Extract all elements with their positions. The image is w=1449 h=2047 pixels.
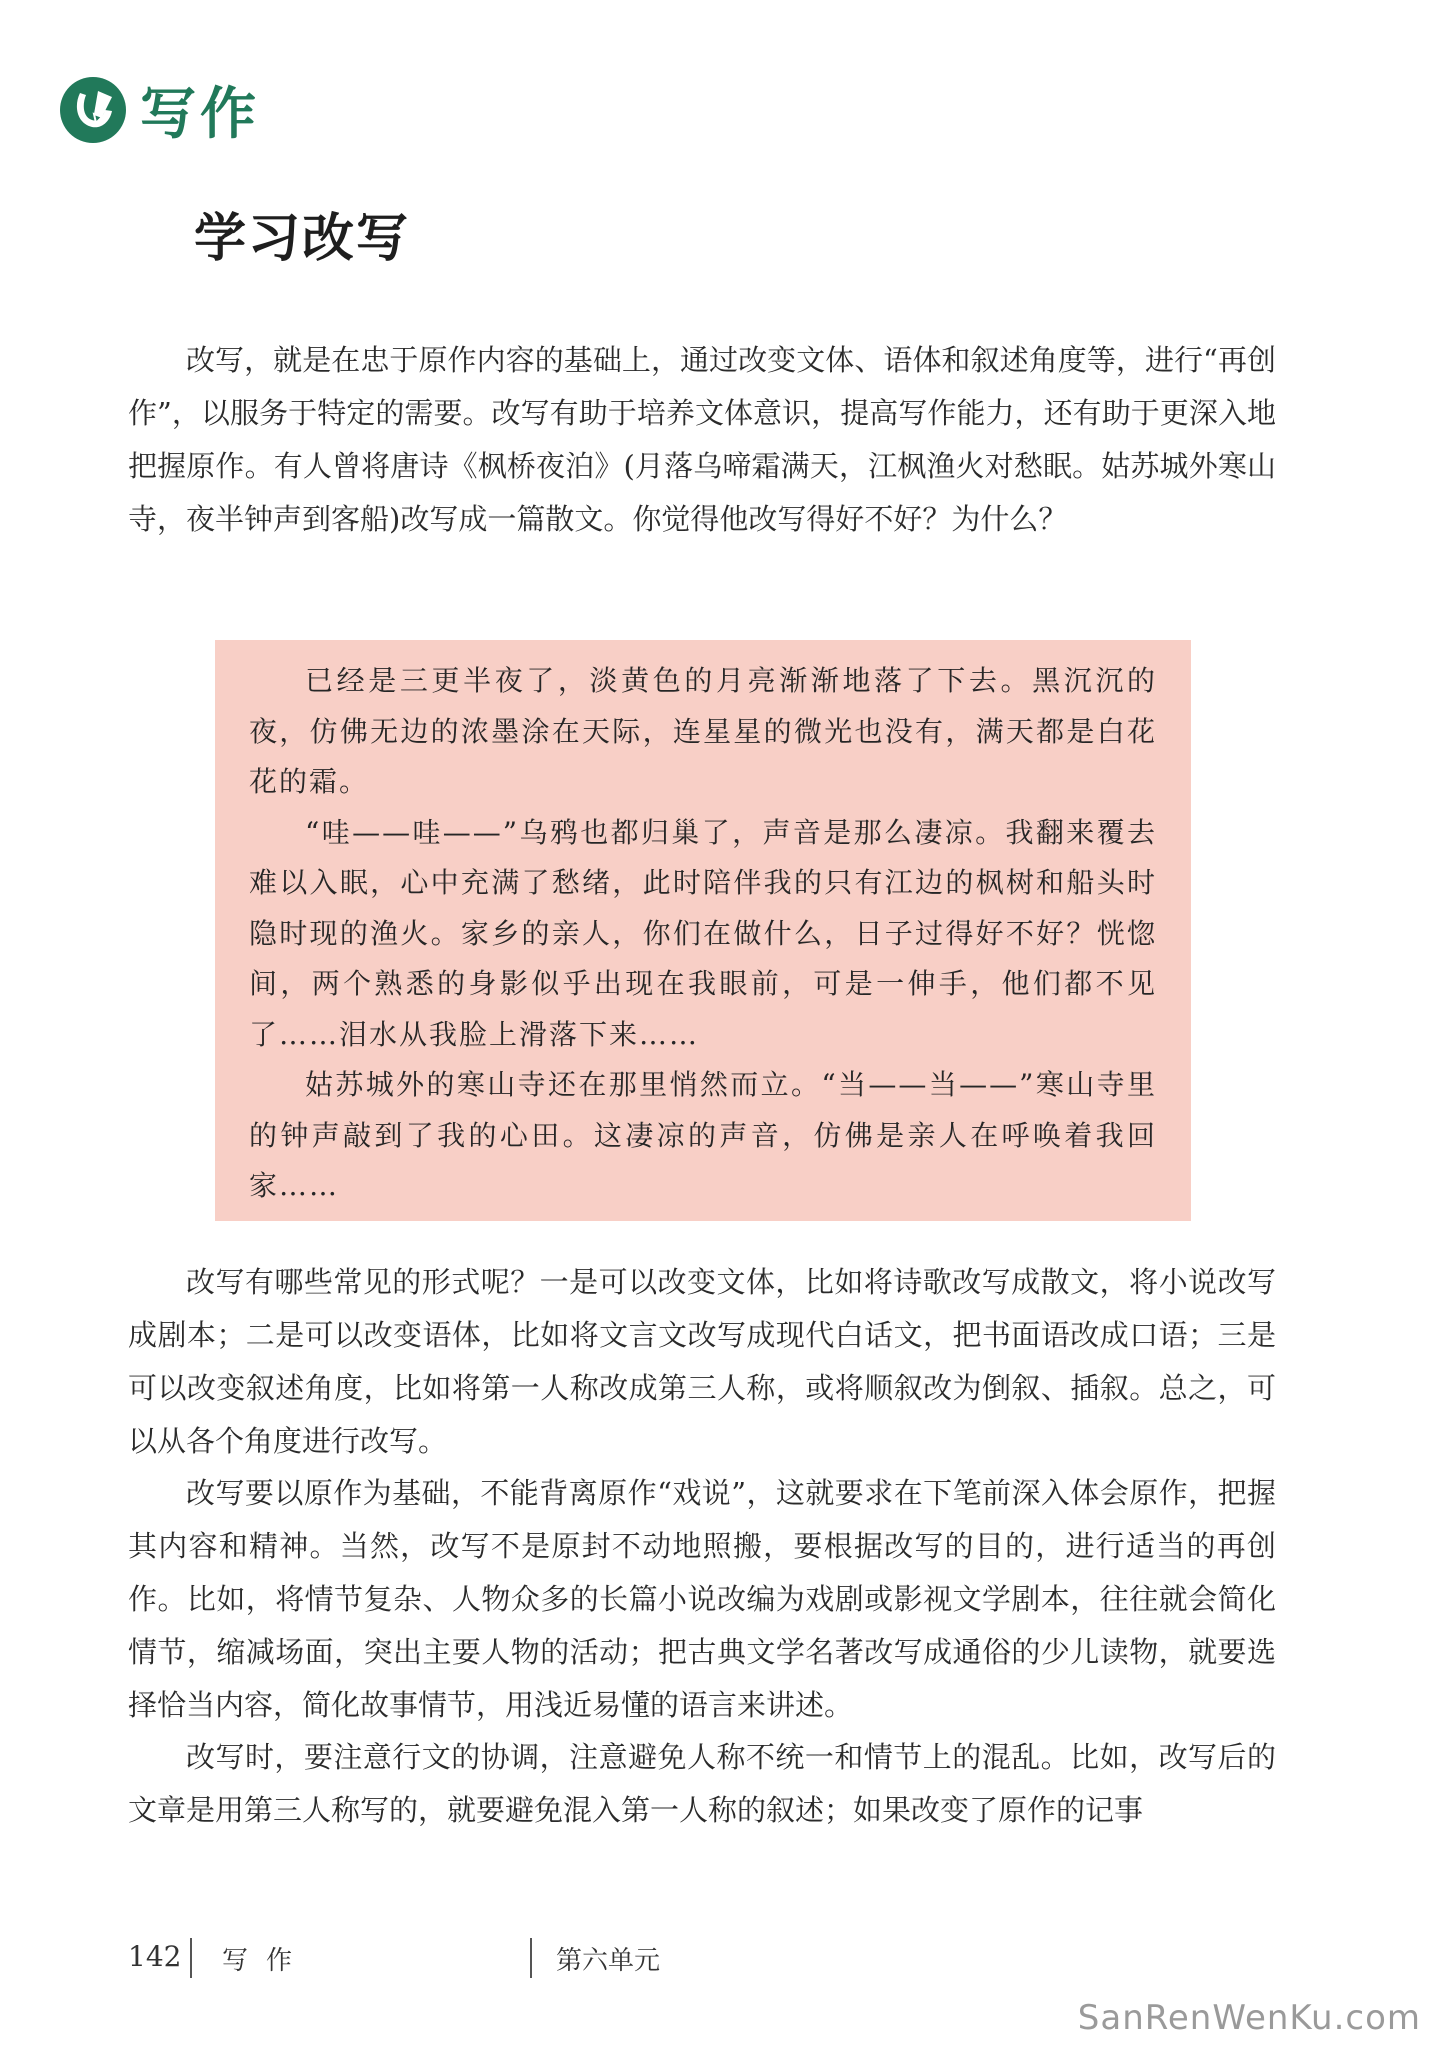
lesson-title: 学习改写 (194, 208, 411, 269)
footer-section: 写作 (222, 1946, 311, 1976)
excerpt-paragraph: 已经是三更半夜了，淡黄色的月亮渐渐地落了下去。黑沉沉的夜，仿佛无边的浓墨涂在天际，连星星的微光也没有，满天都是白花花的霜。 (249, 664, 1157, 798)
footer-unit: 第六单元 (556, 1946, 661, 1976)
excerpt-paragraph: 姑苏城外的寒山寺还在那里悄然而立。“当——当——”寒山寺里的钟声敲到了我的心田。这凄凉的声音，仿佛是亲人在呼唤着我回家…… (249, 1068, 1157, 1202)
page-footer (0, 1938, 1449, 1988)
watermark: SanRenWenKu.com (1077, 1998, 1421, 2038)
excerpt-paragraph: “哇——哇——”乌鸦也都归巢了，声音是那么凄凉。我翻来覆去难以入眠，心中充满了愁绪，此时陪伴我的只有江边的枫树和船头时隐时现的渔火。家乡的亲人，你们在做什么，日子过得好不好？恍惚间，两个熟悉的身影似乎出现在我眼前，可是一伸手，他们都不见了……泪水从我脸上滑落下来…… (249, 815, 1157, 1051)
section-header (58, 70, 260, 150)
body-paragraph: 改写时，要注意行文的协调，注意避免人称不统一和情节上的混乱。比如，改写后的文章是用第三人称写的，就要避免混入第一人称的叙述；如果改变了原作的记事 (128, 1740, 1276, 1827)
footer-divider (530, 1938, 532, 1978)
page-number: 142 (128, 1940, 182, 1973)
section-title: 写作 (140, 82, 260, 147)
body-paragraph: 改写要以原作为基础，不能背离原作“戏说”，这就要求在下笔前深入体会原作，把握其内容和精神。当然，改写不是原封不动地照搬，要根据改写的目的，进行适当的再创作。比如，将情节复杂、人物众多的长篇小说改编为戏剧或影视文学剧本，往往就会简化情节，缩减场面，突出主要人物的活动；把古典文学名著改写成通俗的少儿读物，就要选择恰当内容，简化故事情节，用浅近易懂的语言来讲述。 (128, 1476, 1276, 1722)
footer-divider (190, 1938, 192, 1978)
intro-paragraph: 改写，就是在忠于原作内容的基础上，通过改变文体、语体和叙述角度等，进行“再创作”，以服务于特定的需要。改写有助于培养文体意识，提高写作能力，还有助于更深入地把握原作。有人曾将唐诗《枫桥夜泊》(月落乌啼霜满天，江枫渔火对愁眠。姑苏城外寒山寺，夜半钟声到客船)改写成一篇散文。你觉得他改写得好不好？为什么？ (128, 343, 1276, 536)
body-paragraph: 改写有哪些常见的形式呢？一是可以改变文体，比如将诗歌改写成散文，将小说改写成剧本；二是可以改变语体，比如将文言文改写成现代白话文，把书面语改成口语；三是可以改变叙述角度，比如将第一人称改成第三人称，或将顺叙改为倒叙、插叙。总之，可以从各个角度进行改写。 (128, 1265, 1276, 1458)
writing-pen-icon (58, 75, 128, 145)
excerpt-box (215, 640, 1191, 1221)
